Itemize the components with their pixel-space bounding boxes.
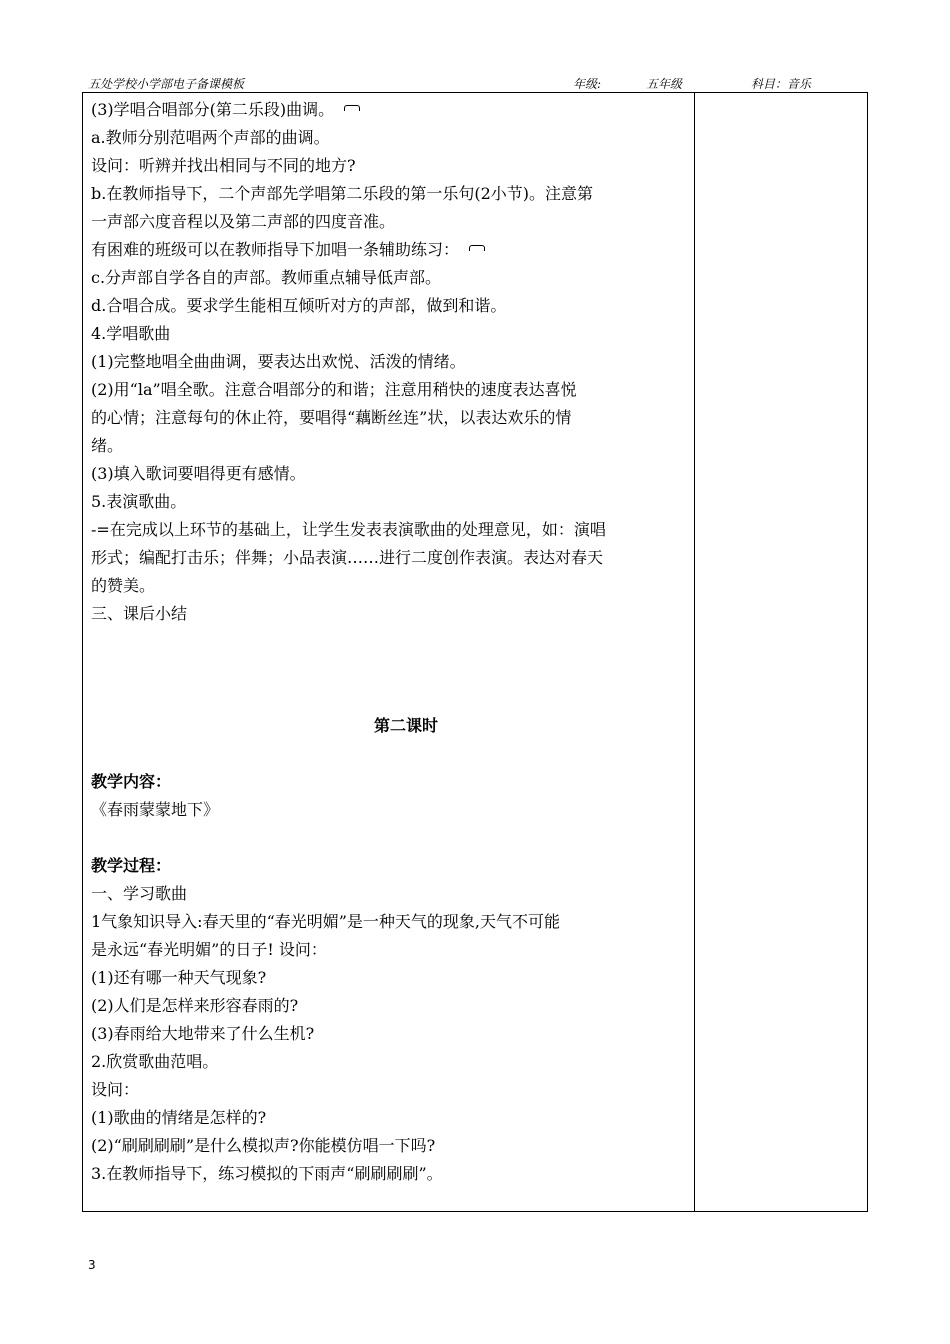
spacer <box>91 740 691 768</box>
text-line: a.教师分别范唱两个声部的曲调。 <box>91 128 330 147</box>
text-line: 3.在教师指导下，练习模拟的下雨声“刷刷刷刷”。 <box>91 1164 443 1183</box>
lesson-content <box>91 96 691 1188</box>
text-line: 三、课后小结 <box>91 604 188 623</box>
text-line: 是永远“春光明媚”的日子! 设问： <box>91 940 327 959</box>
text-line: (2)人们是怎样来形容春雨的? <box>91 996 299 1015</box>
text-line: (2)“刷刷刷刷”是什么模拟声?你能模仿唱一下吗? <box>91 1136 436 1155</box>
text-line: 2.欣赏歌曲范唱。 <box>91 1052 219 1071</box>
text-line: -=在完成以上环节的基础上，让学生发表表演歌曲的处理意见，如：演唱 <box>91 520 606 539</box>
column-divider <box>694 93 695 1211</box>
text-line: 的心情；注意每句的休止符，要唱得“藕断丝连”状，以表达欢乐的情 <box>91 408 572 427</box>
text-line: d.合唱合成。要求学生能相互倾听对方的声部，做到和谐。 <box>91 296 507 315</box>
page-number: 3 <box>88 1258 96 1272</box>
text-line: 4.学唱歌曲 <box>91 324 171 343</box>
lesson-table <box>82 92 868 1212</box>
song-title: 《春雨蒙蒙地下》 <box>91 800 220 819</box>
spacer <box>91 628 691 712</box>
text-line: 1气象知识导入:春天里的“春光明媚”是一种天气的现象,天气不可能 <box>91 912 561 931</box>
text-line: 有困难的班级可以在教师指导下加唱一条辅助练习： <box>91 236 691 264</box>
text-line: (3)春雨给大地带来了什么生机? <box>91 1024 315 1043</box>
header-school: 五处学校小学部电子备课模板 <box>88 77 245 91</box>
text-line: c.分声部自学各自的声部。教师重点辅导低声部。 <box>91 268 442 287</box>
header-subject: 科目：音乐 <box>751 77 812 91</box>
spacer <box>91 824 691 852</box>
text-line: (1)还有哪一种天气现象? <box>91 968 267 987</box>
text-line: 形式；编配打击乐；伴舞；小品表演……进行二度创作表演。表达对春天 <box>91 548 604 567</box>
tie-mark-icon <box>344 105 360 111</box>
text-line: (3)学唱合唱部分(第二乐段)曲调。 <box>91 96 691 124</box>
text-line: 设问： <box>91 1080 140 1099</box>
text-line: (2)用“la”唱全歌。注意合唱部分的和谐；注意用稍快的速度表达喜悦 <box>91 380 577 399</box>
text-line: (1)完整地唱全曲曲调，要表达出欢悦、活泼的情绪。 <box>91 352 466 371</box>
text-line: 一、学习歌曲 <box>91 884 188 903</box>
teaching-content-heading: 教学内容： <box>91 772 172 791</box>
teaching-process-heading: 教学过程： <box>91 856 172 875</box>
header-grade-label: 年级: <box>573 77 602 91</box>
text-line: (1)歌曲的情绪是怎样的? <box>91 1108 267 1127</box>
page-header <box>88 76 868 92</box>
tie-mark-icon <box>469 245 485 251</box>
text-line: 绪。 <box>91 436 124 455</box>
header-grade: 五年级 <box>646 77 683 91</box>
text-line: 一声部六度音程以及第二声部的四度音准。 <box>91 212 396 231</box>
text-line: 5.表演歌曲。 <box>91 492 187 511</box>
text-line: 设问：听辨并找出相同与不同的地方? <box>91 156 356 175</box>
text-line: b.在教师指导下，二个声部先学唱第二乐段的第一乐句(2小节)。注意第 <box>91 184 593 203</box>
section-title: 第二课时 <box>373 716 438 735</box>
text-line: 的赞美。 <box>91 576 156 595</box>
text-line: (3)填入歌词要唱得更有感情。 <box>91 464 306 483</box>
